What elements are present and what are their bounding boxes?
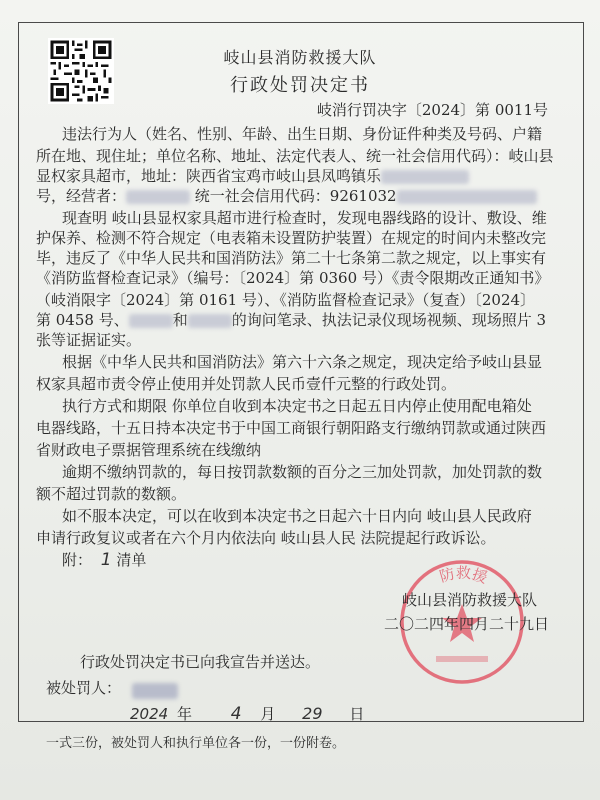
para2-line7: 张等证据证实。 <box>36 331 142 349</box>
para4-line3: 省财政电子票据管理系统在线缴纳 <box>36 441 262 459</box>
month-char: 月 <box>260 705 276 723</box>
para6-line2: 申请行政复议或者在六个月内依法向 岐山县人民 法院提起行政诉讼。 <box>36 529 496 547</box>
record-number: 第 0458 号、 <box>36 311 129 329</box>
seal-arc-text: 防救援 <box>437 563 490 588</box>
para1-line3 <box>36 166 469 186</box>
para2-line1: 现查明 岐山县显权家具超市进行检查时，发现电器线路的设计、敷设、维 <box>62 209 547 227</box>
issuing-org-header: 岐山县消防救援大队 <box>223 48 377 67</box>
document-title: 行政处罚决定书 <box>230 75 370 96</box>
para3-line1: 根据《中华人民共和国消防法》第六十六条之规定，现决定给予岐山县显 <box>62 353 543 371</box>
para2-line6 <box>36 310 546 330</box>
para5-line1: 逾期不缴纳罚款的，每日按罚款数额的百分之三加处罚款，加处罚款的数 <box>62 463 543 481</box>
signoff-org: 岐山县消防救援大队 <box>402 591 538 609</box>
para1-line2: 所在地、现住址；单位名称、地址、法定代表人、统一社会信用代码）：岐山县 <box>36 147 554 165</box>
para2-line5: （岐消限字〔2024〕第 0161 号）、《消防监督检查记录》（复查）〔2024〕 <box>36 291 536 309</box>
document-number: 岐消行罚决字〔2024〕第 0011号 <box>316 101 548 119</box>
receipt-label: 被处罚人： <box>46 679 122 697</box>
para2-line2: 护保养、检测不符合规定（电表箱未设置防护装置）在规定的时间内未整改完 <box>36 229 547 247</box>
attachment-label: 附： <box>62 551 93 569</box>
receipt-date <box>130 704 364 724</box>
para1-line1: 违法行为人（姓名、性别、年龄、出生日期、身份证件种类及号码、户籍 <box>62 125 543 143</box>
para1-line4 <box>36 186 537 206</box>
receipt-day: 29 <box>302 704 323 723</box>
redacted-credit-code <box>397 190 537 204</box>
receipt-statement: 行政处罚决定书已向我宣告并送达。 <box>80 653 321 671</box>
receipt-month: 4 <box>230 704 242 724</box>
attachment-line <box>62 550 146 570</box>
redacted-name-1 <box>129 314 173 328</box>
recipient-signature <box>132 680 178 699</box>
para6-line1: 如不服本决定，可以在收到本决定书之日起六十日内向 岐山县人民政府 <box>62 507 532 525</box>
redacted-address <box>381 170 469 184</box>
evidence-list: 的询问笔录、执法记录仪现场视频、现场照片 3 <box>231 311 547 329</box>
para2-line4: 《消防监督检查记录》（编号：〔2024〕第 0360 号）《责令限期改正通知书》 <box>36 269 550 287</box>
receipt-year: 2024 <box>130 705 169 723</box>
conjunction: 和 <box>172 311 188 329</box>
para3-line2: 权家具超市责令停止使用并处罚款人民币壹仟元整的行政处罚。 <box>36 375 457 393</box>
copies-note: 一式三份，被处罚人和执行单位各一份，一份附卷。 <box>46 736 346 751</box>
para5-line2: 额不超过罚款的数额。 <box>36 485 187 503</box>
redacted-operator <box>126 190 190 204</box>
day-char: 日 <box>349 705 365 723</box>
year-char: 年 <box>176 705 192 723</box>
redacted-name-2 <box>188 314 232 328</box>
para4-line2: 电器线路，十五日持本决定书于中国工商银行朝阳路支行缴纳罚款或通过陕西 <box>36 419 547 437</box>
attachment-text: 清单 <box>116 551 147 569</box>
para2-line3: 毕，违反了《中华人民共和国消防法》第二十七条第二款之规定，以上事实有 <box>36 249 547 267</box>
signoff-date: 二〇二四年四月二十九日 <box>384 615 550 633</box>
operator-label: 号，经营者： <box>36 187 127 205</box>
attachment-count: 1 <box>100 550 112 570</box>
credit-code: 统一社会信用代码：9261032 <box>194 187 397 205</box>
para4-line1: 执行方式和期限 你单位自收到本决定书之日起五日内停止使用配电箱处 <box>62 397 532 415</box>
address-text: 显权家具超市，地址：陕西省宝鸡市岐山县凤鸣镇乐 <box>36 167 382 185</box>
